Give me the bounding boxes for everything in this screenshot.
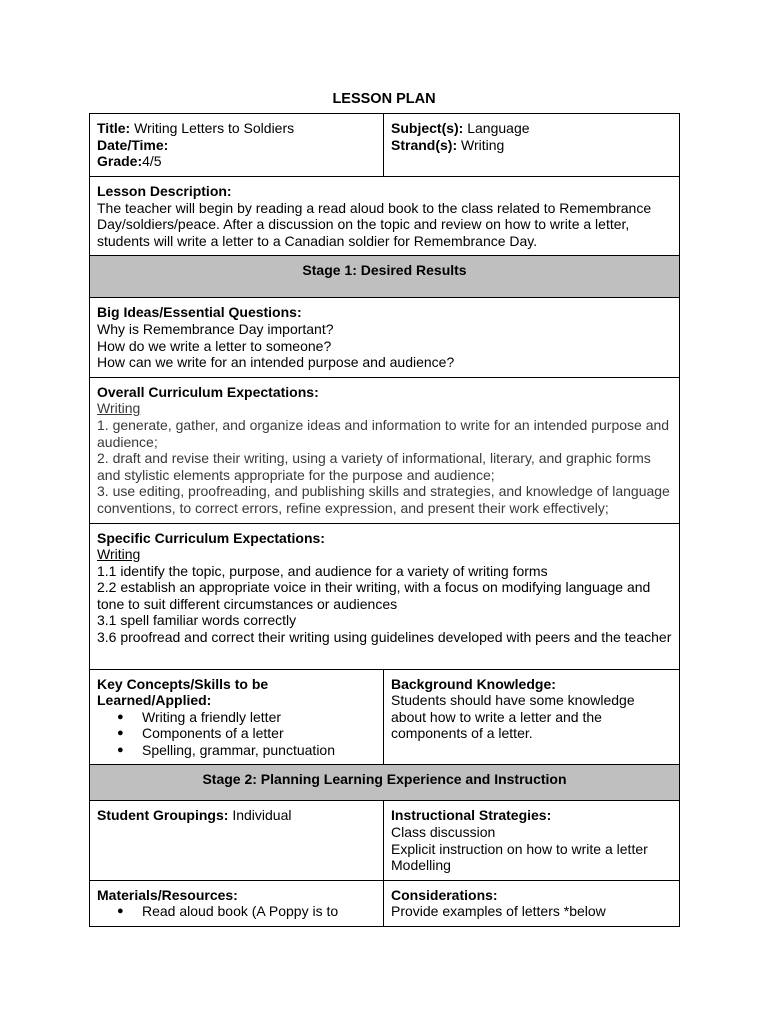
title-label: Title: bbox=[97, 120, 131, 136]
materials-row bbox=[90, 880, 680, 926]
big-ideas-row bbox=[90, 298, 680, 377]
strand-label: Strand(s): bbox=[391, 136, 458, 153]
datetime-label: Date/Time: bbox=[97, 136, 169, 153]
specific-cell bbox=[90, 523, 680, 669]
specific-item: 2.2 establish an appropriate voice in their writing, with a focus on modifying language and tone to suit different circumstances or audiences bbox=[97, 579, 651, 612]
list-item: ● Writing a friendly letter bbox=[117, 709, 376, 726]
description-text: The teacher will begin by reading a read aloud book to the class related to Remembrance Day/soldiers/peace. After a discussion on the topic and review on how to write a letter, students will write a letter to a Canadian soldier for Remembrance Day. bbox=[97, 199, 652, 249]
title-value: Writing Letters to Soldiers bbox=[134, 120, 295, 136]
strategies-cell bbox=[384, 801, 680, 880]
title-cell bbox=[90, 114, 384, 177]
big-ideas-question: Why is Remembrance Day important? bbox=[97, 320, 334, 337]
big-ideas-question: How do we write a letter to someone? bbox=[97, 337, 332, 354]
key-concepts-label: Key Concepts/Skills to be Learned/Applied: bbox=[97, 675, 269, 709]
big-ideas-cell bbox=[90, 298, 680, 377]
strategy-item: Modelling bbox=[391, 857, 451, 874]
strand-value: Writing bbox=[461, 136, 505, 153]
header-row bbox=[90, 114, 680, 177]
description-cell bbox=[90, 177, 680, 256]
specific-row bbox=[90, 523, 680, 669]
background-text: Students should have some knowledge about how to write a letter and the components of a letter. bbox=[391, 692, 635, 742]
groupings-value: Individual bbox=[232, 807, 292, 824]
specific-item: 1.1 identify the topic, purpose, and audience for a variety of writing forms bbox=[97, 562, 548, 579]
overall-cell bbox=[90, 377, 680, 523]
subject-cell bbox=[384, 114, 680, 177]
specific-item: 3.6 proofread and correct their writing using guidelines developed with peers and the teacher bbox=[97, 629, 672, 646]
overall-item: 3. use editing, proofreading, and publishing skills and strategies, and knowledge of language conventions, to correct errors, refine expression, and present their work effectively; bbox=[97, 483, 670, 516]
document-title: LESSON PLAN bbox=[332, 91, 436, 107]
lesson-plan-table bbox=[89, 113, 680, 927]
stage2-heading: Stage 2: Planning Learning Experience and Instruction bbox=[90, 765, 680, 801]
materials-cell bbox=[90, 880, 384, 926]
background-label: Background Knowledge: bbox=[391, 675, 556, 692]
groupings-label: Student Groupings: bbox=[97, 807, 229, 824]
key-concepts-list bbox=[97, 709, 376, 759]
overall-item: 1. generate, gather, and organize ideas and information to write for an intended purpose and audience; bbox=[97, 416, 670, 450]
considerations-label: Considerations: bbox=[391, 886, 498, 903]
stage1-row bbox=[90, 256, 680, 298]
list-item: ● Components of a letter bbox=[117, 725, 376, 742]
list-item: ● Spelling, grammar, punctuation bbox=[117, 742, 376, 759]
list-item: ● Read aloud book (A Poppy is to bbox=[117, 903, 376, 920]
description-label: Lesson Description: bbox=[97, 183, 232, 199]
description-row bbox=[90, 177, 680, 256]
grade-value: 4/5 bbox=[142, 153, 162, 170]
groupings-row bbox=[90, 801, 680, 880]
specific-item: 3.1 spell familiar words correctly bbox=[97, 612, 297, 629]
strategy-item: Class discussion bbox=[391, 824, 496, 841]
big-ideas-question: How can we write for an intended purpose and audience? bbox=[97, 354, 455, 371]
key-concepts-cell bbox=[90, 669, 384, 765]
materials-list bbox=[97, 903, 376, 920]
strategy-item: Explicit instruction on how to write a letter bbox=[391, 840, 648, 857]
overall-label: Overall Curriculum Expectations: bbox=[97, 383, 319, 400]
considerations-text: Provide examples of letters *below bbox=[391, 903, 606, 920]
concepts-row bbox=[90, 669, 680, 765]
strategies-label: Instructional Strategies: bbox=[391, 807, 552, 824]
subject-label: Subject(s): bbox=[391, 120, 464, 136]
overall-subheading: Writing bbox=[97, 400, 141, 417]
overall-item: 2. draft and revise their writing, using a variety of informational, literary, and graphic forms and stylistic elements appropriate for the purpose and audience; bbox=[97, 450, 651, 483]
materials-label: Materials/Resources: bbox=[97, 886, 238, 903]
grade-label: Grade: bbox=[97, 153, 143, 170]
considerations-cell bbox=[384, 880, 680, 926]
stage1-heading: Stage 1: Desired Results bbox=[90, 256, 680, 298]
big-ideas-label: Big Ideas/Essential Questions: bbox=[97, 304, 302, 321]
specific-label: Specific Curriculum Expectations: bbox=[97, 529, 325, 546]
stage2-row bbox=[90, 765, 680, 801]
subject-value: Language bbox=[467, 120, 530, 136]
specific-subheading: Writing bbox=[97, 546, 141, 563]
groupings-cell bbox=[90, 801, 384, 880]
background-cell bbox=[384, 669, 680, 765]
overall-row bbox=[90, 377, 680, 523]
